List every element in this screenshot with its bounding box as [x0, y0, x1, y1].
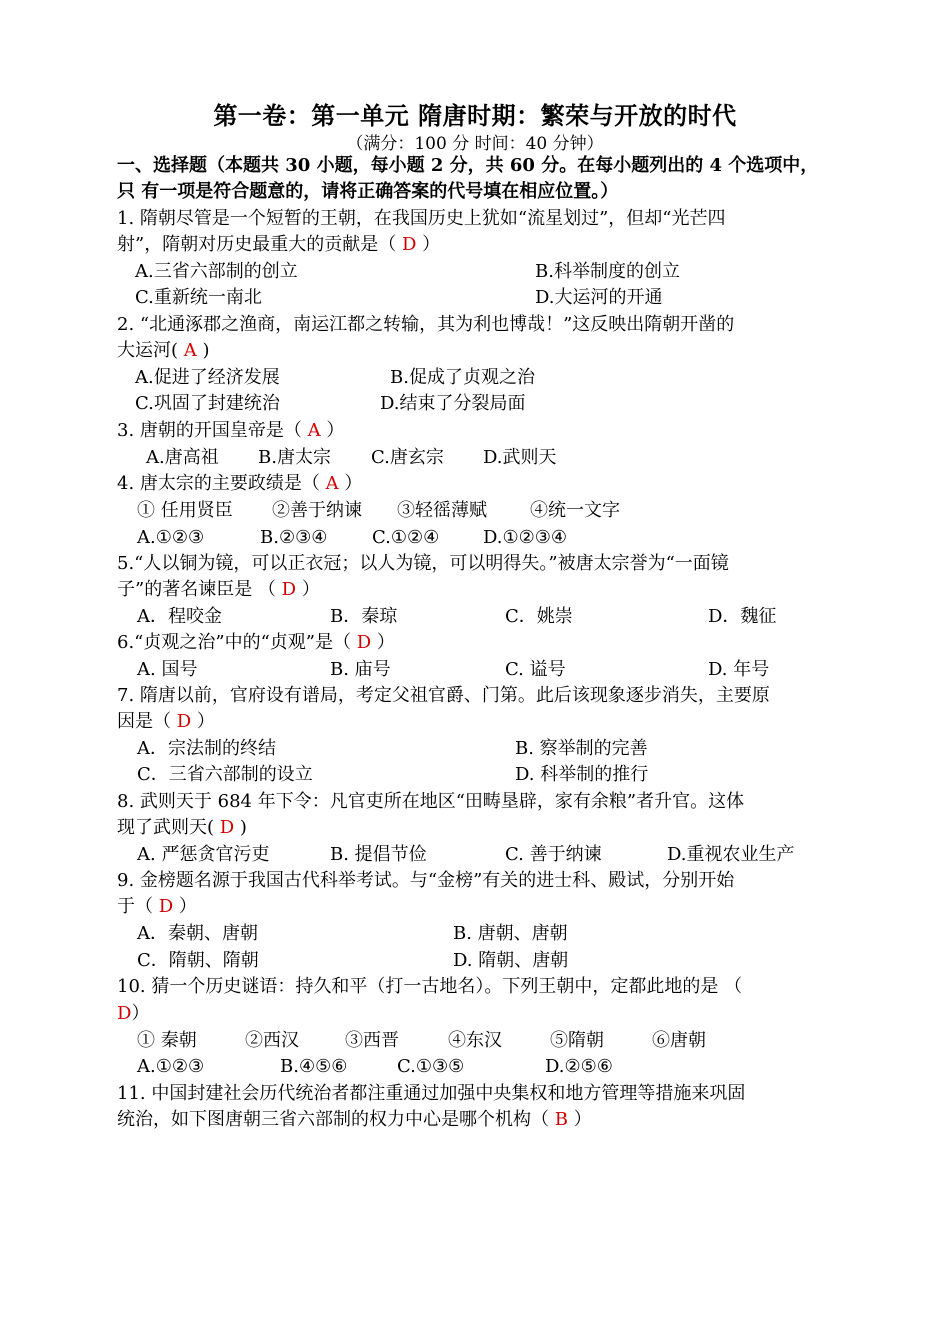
question-6-option-d: D. 年号	[708, 659, 770, 680]
question-4-item-1: ① 任用贤臣	[137, 500, 233, 521]
question-9-stem-line2: 于（ D ）	[117, 896, 197, 917]
question-10-item-5: ⑤隋朝	[550, 1030, 604, 1051]
question-4-item-2: ②善于纳谏	[272, 500, 362, 521]
question-7-answer: D	[176, 711, 192, 732]
question-1-stem-line1: 1. 隋朝尽管是一个短暂的王朝，在我国历史上犹如“流星划过”，但却“光芒四	[117, 208, 726, 229]
question-6-option-b: B. 庙号	[330, 659, 391, 680]
question-10-item-4: ④东汉	[448, 1030, 502, 1051]
question-10-option-c: C.①③⑤	[397, 1056, 465, 1077]
question-9-option-b: B. 唐朝、唐朝	[453, 923, 568, 944]
question-6-stem: 6.“贞观之治”中的“贞观”是（ D ）	[117, 632, 395, 653]
question-5-option-a: A．程咬金	[137, 606, 222, 627]
question-5-stem-line2: 子”的著名谏臣是 （ D ）	[117, 579, 320, 600]
question-9-option-d: D. 隋朝、唐朝	[453, 950, 569, 971]
question-3-answer: A	[307, 420, 321, 441]
question-9-answer: D	[158, 896, 174, 917]
section-heading-line2: 只 有一项是符合题意的，请将正确答案的代号填在相应位置。）	[117, 181, 619, 202]
question-2-option-c: C.巩固了封建统治	[135, 393, 280, 414]
question-1-option-d: D.大运河的开通	[535, 287, 663, 308]
question-1-option-a: A.三省六部制的创立	[135, 261, 298, 282]
question-11-stem-line1: 11. 中国封建社会历代统治者都注重通过加强中央集权和地方管理等措施来巩固	[117, 1083, 746, 1104]
question-4-item-3: ③轻徭薄赋	[397, 500, 487, 521]
question-8-option-c: C. 善于纳谏	[505, 844, 602, 865]
question-10-answer: D	[117, 1003, 132, 1024]
question-8-option-b: B. 提倡节俭	[330, 844, 427, 865]
question-5-option-b: B．秦琼	[330, 606, 398, 627]
question-4-option-d: D.①②③④	[483, 527, 568, 548]
question-2-stem-line1: 2. “北通涿郡之渔商，南运江都之转输，其为利也博哉！”这反映出隋朝开凿的	[117, 314, 735, 335]
question-10-option-a: A.①②③	[137, 1056, 205, 1077]
question-10-item-6: ⑥唐朝	[652, 1030, 706, 1051]
question-2-option-b: B.促成了贞观之治	[390, 367, 535, 388]
question-7-stem-line2: 因是（ D ）	[117, 711, 215, 732]
question-5-option-c: C．姚崇	[505, 606, 573, 627]
page-subtitle: （满分：100 分 时间：40 分钟）	[346, 134, 604, 154]
question-6-answer: D	[356, 632, 372, 653]
question-1-option-c: C.重新统一南北	[135, 287, 262, 308]
question-6-option-c: C. 谥号	[505, 659, 566, 680]
question-2-answer: A	[183, 340, 197, 361]
question-4-item-4: ④统一文字	[530, 500, 620, 521]
question-11-stem-line2: 统治，如下图唐朝三省六部制的权力中心是哪个机构（ B ）	[117, 1109, 592, 1130]
question-7-option-c: C．三省六部制的设立	[137, 764, 313, 785]
question-3-option-b: B.唐太宗	[258, 447, 331, 468]
question-8-stem-line1: 8. 武则天于 684 年下令：凡官吏所在地区“田畴垦辟，家有余粮”者升官。这体	[117, 791, 745, 812]
question-2-stem-line2: 大运河( A )	[117, 340, 210, 361]
question-10-option-d: D.②⑤⑥	[545, 1056, 613, 1077]
question-7-option-a: A．宗法制的终结	[137, 738, 276, 759]
question-10-item-2: ②西汉	[245, 1030, 299, 1051]
question-4-option-a: A.①②③	[137, 527, 205, 548]
question-1-stem-line2: 射”，隋朝对历史最重大的贡献是（ D ）	[117, 234, 441, 255]
question-6-option-a: A. 国号	[137, 659, 198, 680]
question-10-stem-line2: D）	[117, 1003, 150, 1024]
question-5-answer: D	[281, 579, 297, 600]
question-4-option-c: C.①②④	[372, 527, 440, 548]
question-4-option-b: B.②③④	[260, 527, 328, 548]
question-3-option-d: D.武则天	[483, 447, 557, 468]
question-8-answer: D	[219, 817, 235, 838]
question-9-stem-line1: 9. 金榜题名源于我国古代科举考试。与“金榜”有关的进士科、殿试，分别开始	[117, 870, 735, 891]
section-heading-line1: 一、选择题（本题共 30 小题，每小题 2 分，共 60 分。在每小题列出的 4 个选项中，	[117, 155, 819, 176]
question-5-stem-line1: 5.“人以铜为镜，可以正衣冠；以人为镜，可以明得失。”被唐太宗誉为“一面镜	[117, 553, 729, 574]
question-1-option-b: B.科举制度的创立	[535, 261, 680, 282]
question-10-stem-line1: 10. 猜一个历史谜语：持久和平（打一古地名）。下列王朝中，定都此地的是 （	[117, 976, 743, 997]
question-8-option-a: A. 严惩贪官污吏	[137, 844, 270, 865]
question-7-option-b: B. 察举制的完善	[515, 738, 648, 759]
question-10-option-b: B.④⑤⑥	[280, 1056, 348, 1077]
question-3-stem: 3. 唐朝的开国皇帝是（ A ）	[117, 420, 345, 441]
question-10-item-1: ① 秦朝	[137, 1030, 197, 1051]
question-8-option-d: D.重视农业生产	[667, 844, 795, 865]
question-9-option-a: A．秦朝、唐朝	[137, 923, 258, 944]
question-8-stem-line2: 现了武则天( D )	[117, 817, 247, 838]
question-1-answer: D	[401, 234, 417, 255]
question-10-item-3: ③西晋	[345, 1030, 399, 1051]
question-7-stem-line1: 7. 隋唐以前，官府设有谱局，考定父祖官爵、门第。此后该现象逐步消失，主要原	[117, 685, 770, 706]
question-2-option-a: A.促进了经济发展	[135, 367, 280, 388]
question-7-option-d: D. 科举制的推行	[515, 764, 649, 785]
question-4-stem: 4. 唐太宗的主要政绩是（ A ）	[117, 473, 363, 494]
question-5-option-d: D．魏征	[708, 606, 777, 627]
question-3-option-a: A.唐高祖	[146, 447, 219, 468]
page-title: 第一卷：第一单元 隋唐时期：繁荣与开放的时代	[213, 101, 737, 130]
question-2-option-d: D.结束了分裂局面	[380, 393, 526, 414]
question-9-option-c: C．隋朝、隋朝	[137, 950, 259, 971]
question-4-answer: A	[325, 473, 339, 494]
question-11-answer: B	[554, 1109, 568, 1130]
question-3-option-c: C.唐玄宗	[371, 447, 444, 468]
